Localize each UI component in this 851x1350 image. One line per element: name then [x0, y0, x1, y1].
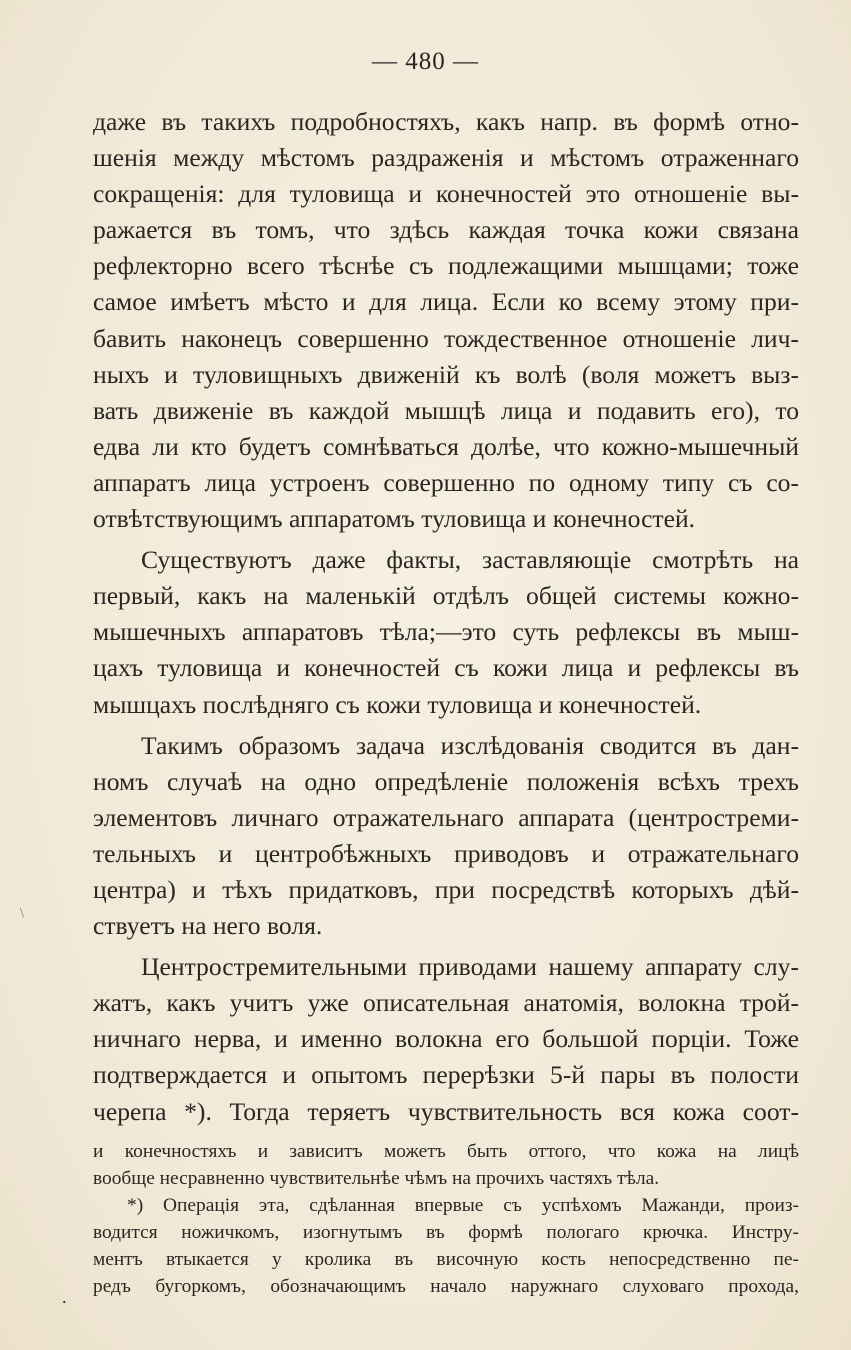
text-line: шенія между мѣстомъ раздраженія и мѣстомъ отраженнаго — [93, 143, 799, 173]
text-line: черепа *). Тогда теряетъ чувствительность вся кожа соот- — [93, 1096, 799, 1126]
footnote-asterisk — [93, 1192, 799, 1300]
text-line: ражается въ томъ, что здѣсь каждая точка кожи связана — [93, 215, 799, 245]
paragraph-3 — [93, 728, 799, 945]
text-line: Существуютъ даже факты, заставляющіе смотрѣть на — [141, 545, 799, 575]
text-line: едва ли кто будетъ сомнѣваться долѣе, что кожно-мышечный — [93, 431, 799, 461]
paragraph-2 — [93, 542, 799, 722]
margin-dot: . — [62, 1287, 67, 1307]
text-line: жатъ, какъ учитъ уже описательная анатомія, волокна трой- — [93, 988, 799, 1018]
text-line: номъ случаѣ на одно опредѣленіе положенія всѣхъ трехъ — [93, 766, 799, 796]
text-line: даже въ такихъ подробностяхъ, какъ напр. въ формѣ отно- — [93, 107, 799, 136]
footnote-line: редъ бугоркомъ, обозначающимъ начало наружнаго слуховаго прохода, — [93, 1276, 799, 1298]
footnotes — [93, 1138, 799, 1301]
text-line: ныхъ и туловищныхъ движеній къ волѣ (воля можетъ выз- — [93, 359, 799, 389]
text-line: отвѣтствующимъ аппаратомъ туловища и конечностей. — [93, 504, 696, 534]
paragraph-4 — [93, 949, 799, 1129]
footnote-continuation — [93, 1138, 799, 1192]
text-line: первый, какъ на маленькій отдѣлъ общей системы кожно- — [93, 581, 799, 611]
text-line: вать движеніе въ каждой мышцѣ лица и подавить его), то — [93, 395, 799, 425]
text-line: Центростремительными приводами нашему аппарату слу- — [141, 952, 799, 982]
text-line: сокращенія: для туловища и конечностей это отношеніе вы- — [93, 179, 799, 209]
footnote-line: водится ножичкомъ, изогнутымъ въ формѣ пологаго крючка. Инстру- — [93, 1222, 799, 1244]
page-number: — 480 — — [372, 48, 479, 75]
paragraph-1 — [93, 104, 799, 537]
footnote-line: и конечностяхъ и зависитъ можетъ быть оттого, что кожа на лицѣ — [93, 1141, 799, 1162]
text-line: ничнаго нерва, и именно волокна его большой порціи. Тоже — [93, 1024, 799, 1054]
text-line: рефлекторно всего тѣснѣе съ подлежащими мышцами; тоже — [93, 251, 799, 281]
footnote-line: *) Операція эта, сдѣланная впервые съ успѣхомъ Мажанди, произ- — [127, 1195, 799, 1217]
text-line: аппаратъ лица устроенъ совершенно по одному типу съ со- — [93, 467, 799, 497]
margin-tick: \ — [20, 906, 24, 921]
text-line: бавить наконецъ совершенно тождественное отношеніе лич- — [93, 323, 799, 353]
text-line: центра) и тѣхъ придатковъ, при посредствѣ которыхъ дѣй- — [93, 874, 799, 904]
text-line: тельныхъ и центробѣжныхъ приводовъ и отражательнаго — [93, 838, 799, 868]
text-line: Такимъ образомъ задача изслѣдованія сводится въ дан- — [141, 730, 799, 760]
text-line: подтверждается и опытомъ перерѣзки 5-й пары въ полости — [93, 1060, 799, 1090]
footnote-line: ментъ втыкается у кролика въ височную кость непосредственно пе- — [93, 1249, 799, 1271]
text-line: элементовъ личнаго отражательнаго аппарата (центростреми- — [93, 802, 799, 832]
footnote-line: вообще несравненно чувствительнѣе чѣмъ на прочихъ частяхъ тѣла. — [93, 1168, 660, 1190]
body-text — [93, 104, 799, 1130]
text-line: самое имѣетъ мѣсто и для лица. Если ко всему этому при- — [93, 287, 799, 317]
text-line: ствуетъ на него воля. — [93, 911, 323, 941]
text-line: мышечныхъ аппаратовъ тѣла;—это суть рефлексы въ мыш- — [93, 617, 799, 647]
text-line: цахъ туловища и конечностей съ кожи лица и рефлексы въ — [93, 653, 799, 683]
text-line: мышцахъ послѣдняго съ кожи туловища и конечностей. — [93, 689, 702, 719]
